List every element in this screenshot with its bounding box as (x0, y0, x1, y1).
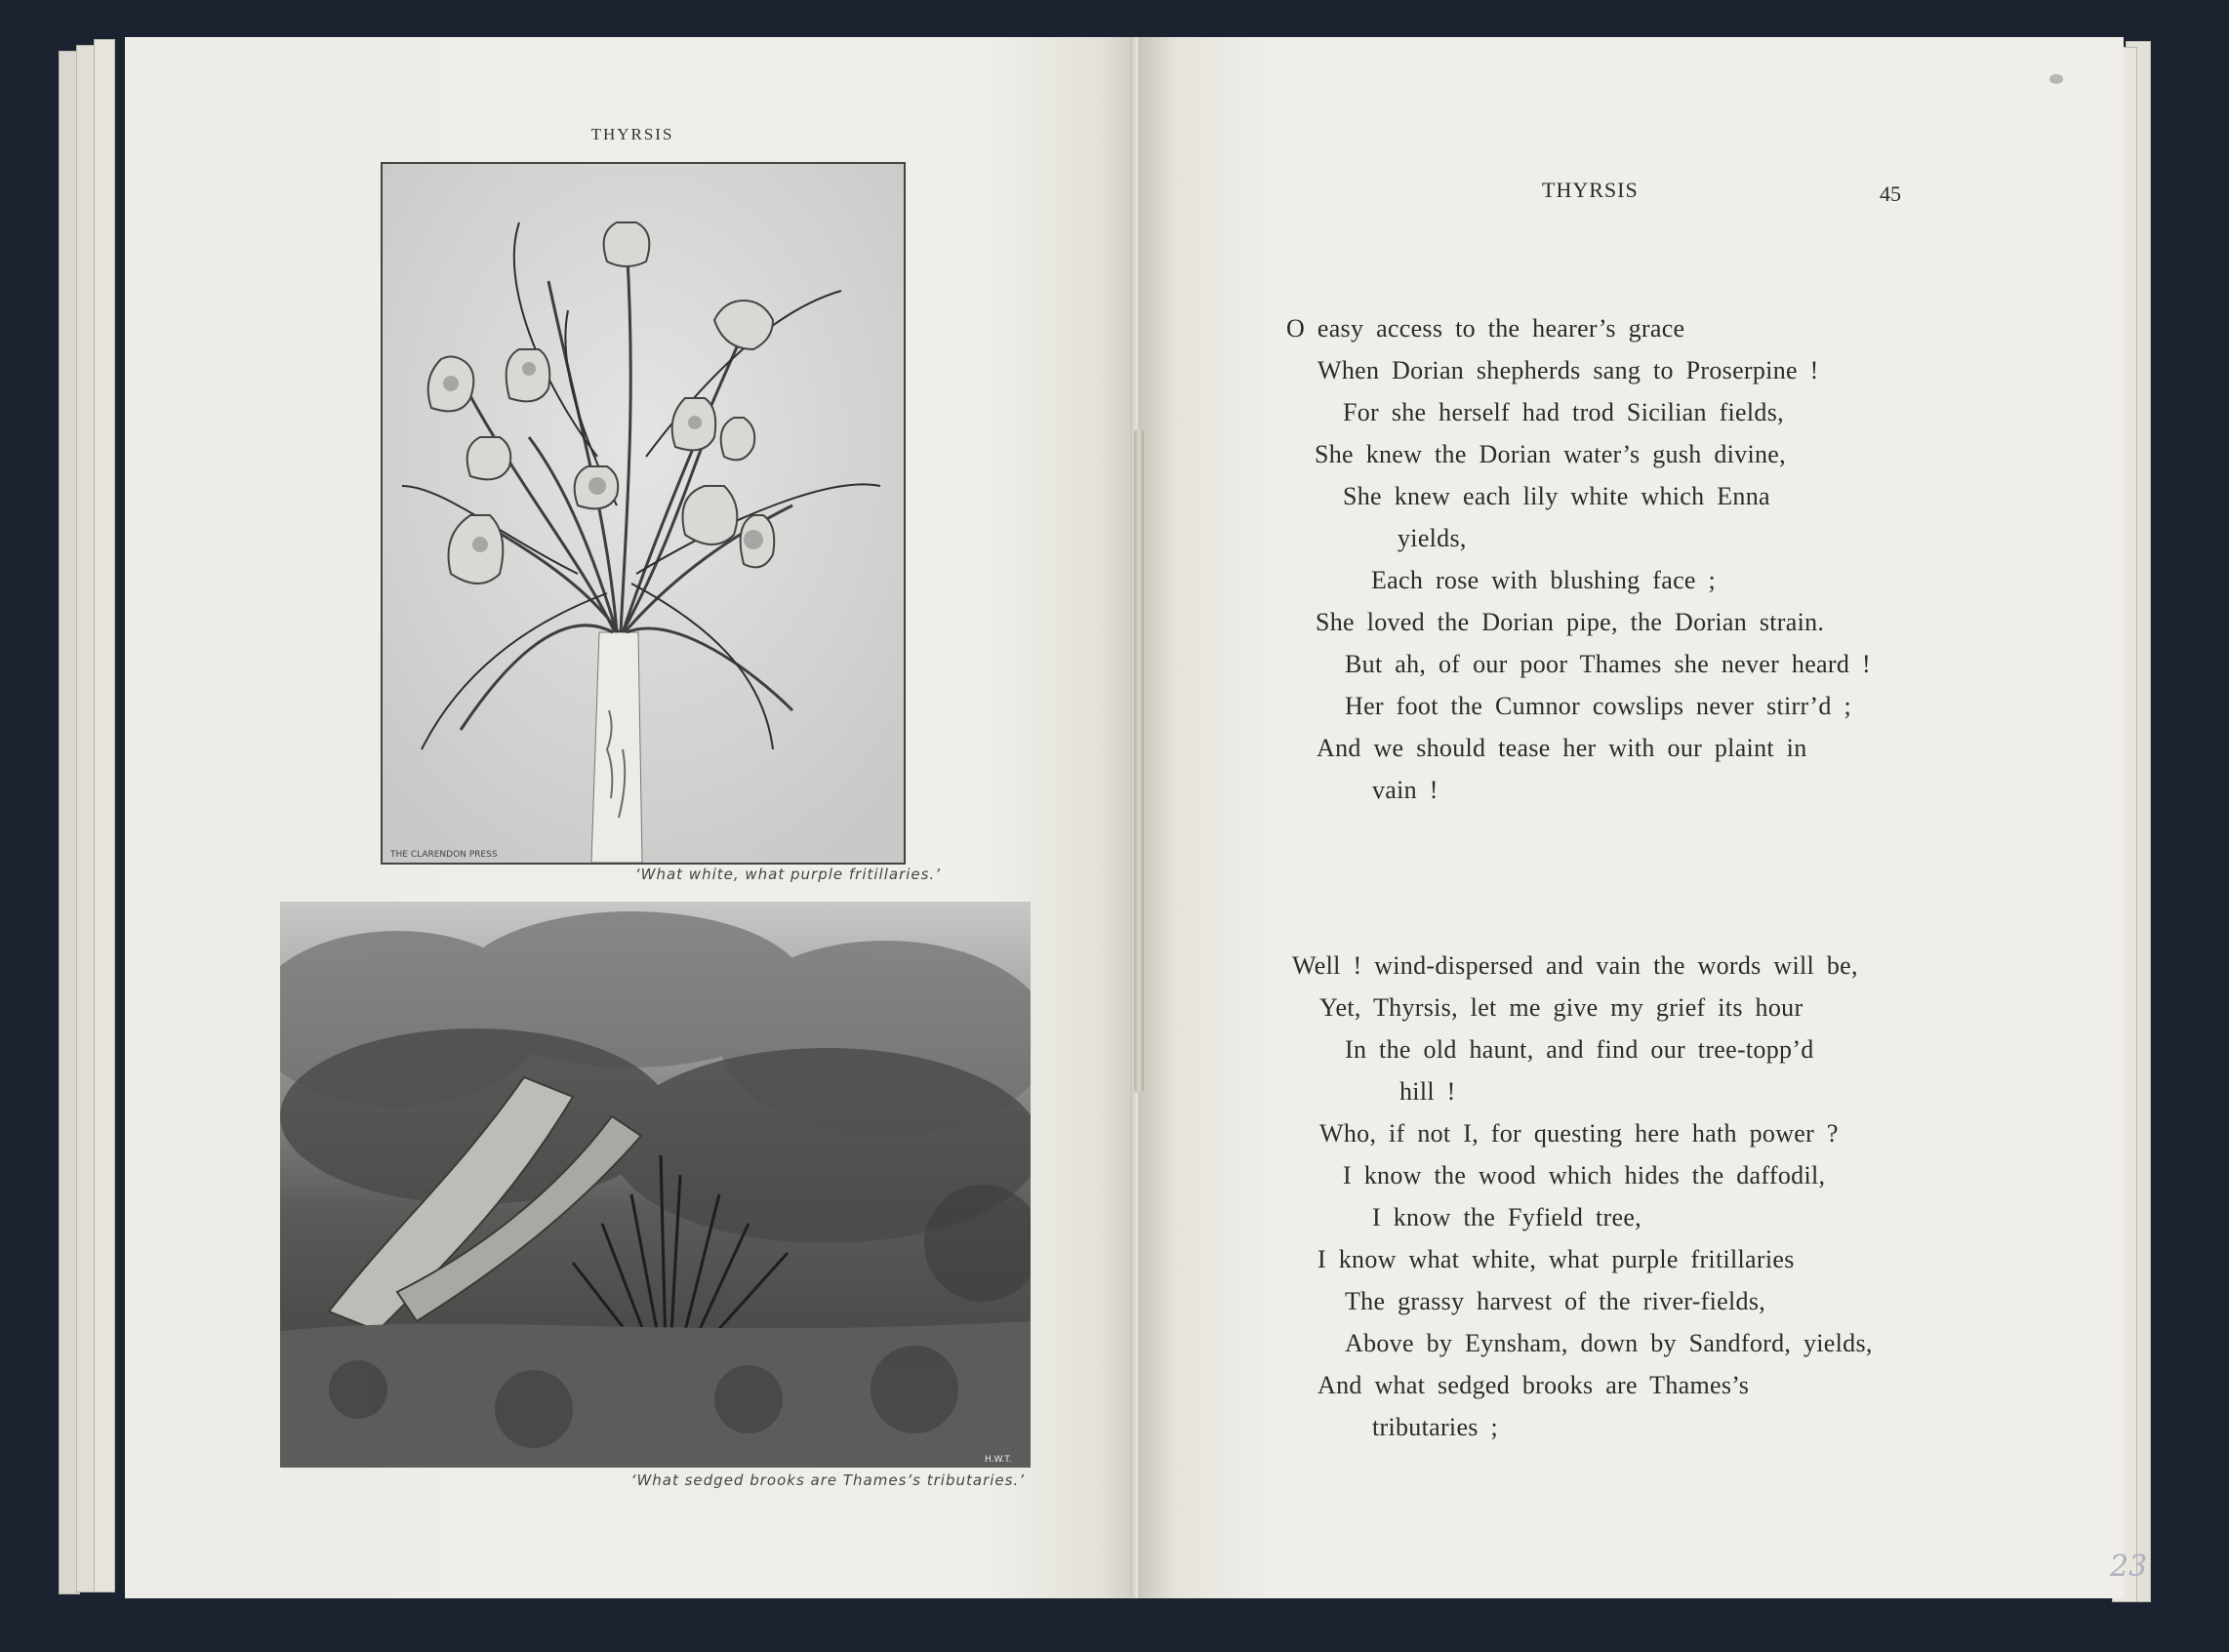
riverbank-photo (280, 902, 1031, 1468)
verse-line: But ah, of our poor Thames she never heard ! (1345, 650, 1871, 678)
verse-line: vain ! (1372, 776, 1439, 804)
verse-line: For she herself had trod Sicilian fields, (1343, 398, 1784, 426)
verse-line: In the old haunt, and find our tree-topp’d (1345, 1035, 1814, 1064)
page-number: 45 (1880, 181, 1901, 206)
verse-line: Above by Eynsham, down by Sandford, yields, (1345, 1329, 1873, 1357)
verse-line: yields, (1398, 524, 1467, 552)
photo-credit: H.W.T. (985, 1455, 1012, 1465)
verse-line: tributaries ; (1372, 1413, 1499, 1441)
verse-line: She loved the Dorian pipe, the Dorian strain. (1316, 608, 1825, 636)
page-spot (2049, 74, 2063, 84)
running-head-left: THYRSIS (590, 125, 674, 143)
running-head-right: THYRSIS (1542, 178, 1639, 202)
verse-line: O easy access to the hearer’s grace (1286, 314, 1685, 342)
right-page (1138, 37, 2124, 1598)
verse-line: I know the Fyfield tree, (1372, 1203, 1641, 1231)
verse-line: I know what white, what purple fritillaries (1317, 1245, 1795, 1273)
verse-line: Yet, Thyrsis, let me give my grief its hour (1319, 993, 1803, 1022)
verse-line: She knew each lily white which Enna (1343, 482, 1770, 510)
margin-note: 23 (2110, 1550, 2148, 1584)
verse-line: Her foot the Cumnor cowslips never stirr’d ; (1345, 692, 1852, 720)
verse-line: When Dorian shepherds sang to Proserpine ! (1317, 356, 1819, 384)
verse-line: Well ! wind-dispersed and vain the words will be, (1292, 951, 1858, 980)
verse-line: I know the wood which hides the daffodil, (1343, 1161, 1826, 1189)
photo-credit: THE CLARENDON PRESS (390, 850, 498, 860)
verse-line: And we should tease her with our plaint in (1317, 734, 1807, 762)
verse-line: And what sedged brooks are Thames’s (1317, 1371, 1750, 1399)
fritillaries-photo (381, 162, 906, 865)
verse-line: hill ! (1399, 1077, 1456, 1106)
verse-line: The grassy harvest of the river-fields, (1345, 1287, 1766, 1315)
page-stack-edge (94, 39, 115, 1592)
verse-line: Each rose with blushing face ; (1371, 566, 1717, 594)
verse-line: Who, if not I, for questing here hath power ? (1319, 1119, 1839, 1148)
binding-thread (1134, 429, 1144, 1093)
plate-caption-top: ‘What white, what purple fritillaries.’ (634, 866, 941, 883)
plate-caption-bottom: ‘What sedged brooks are Thames’s tributaries.’ (630, 1471, 1025, 1489)
verse-line: She knew the Dorian water’s gush divine, (1315, 440, 1786, 468)
